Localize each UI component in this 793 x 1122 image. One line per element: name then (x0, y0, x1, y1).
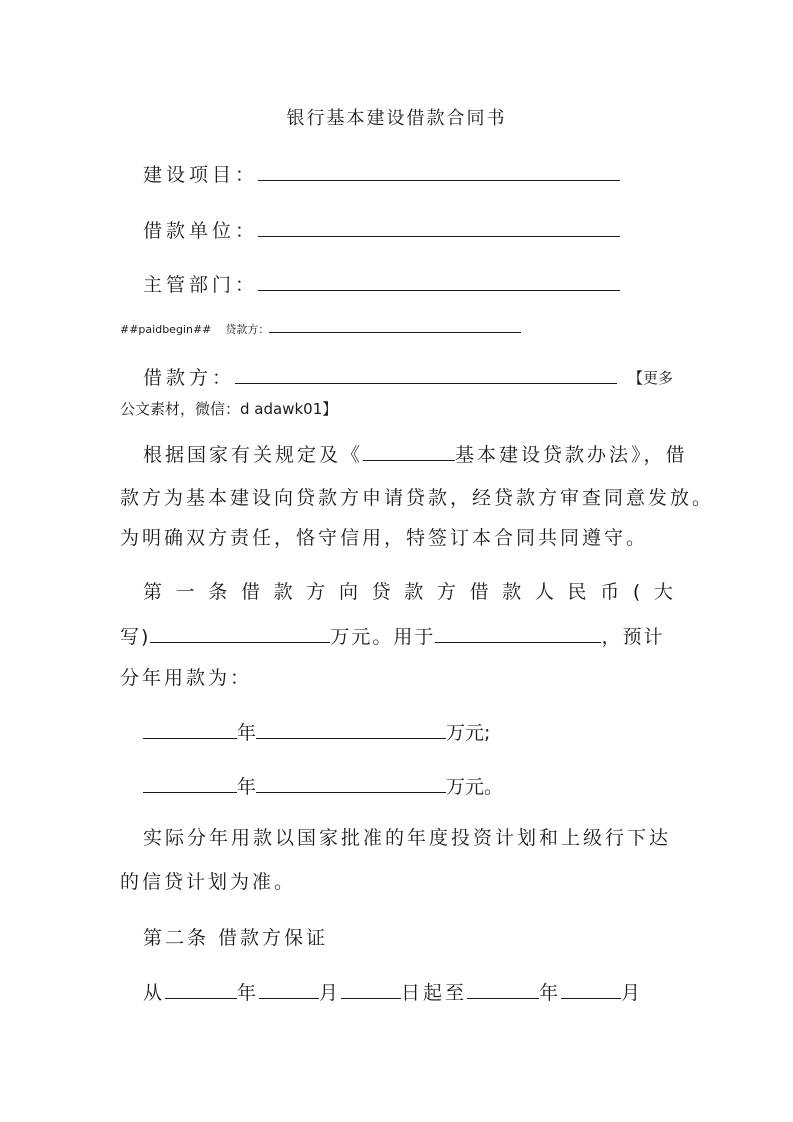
article1-char: 条 (208, 581, 228, 603)
borrower-unit-blank[interactable] (258, 218, 620, 237)
schedule-amount-blank[interactable] (256, 774, 446, 793)
dept-blank[interactable] (258, 272, 620, 291)
paid-marker: ##paidbegin## (120, 323, 212, 336)
schedule-amount-blank[interactable] (256, 720, 446, 739)
article1-char: 借 (469, 581, 489, 603)
document-title: 银行基本建设借款合同书 (286, 108, 507, 129)
day-to-label: 日起至 (401, 982, 468, 1004)
actual-usage-line2: 的信贷计划为准。 (120, 871, 297, 893)
borrower-unit-label: 借款单位： (143, 220, 259, 242)
schedule-year-blank[interactable] (143, 720, 237, 739)
para1-a: 根据国家有关规定及《 (143, 444, 364, 466)
dept-field (143, 272, 620, 297)
para1-line2: 款方为基本建设向贷款方申请贷款，经贷款方审查同意发放。 (120, 487, 715, 509)
para1-line1 (143, 442, 688, 467)
para1-blank[interactable] (363, 442, 455, 461)
article1-char: 币 (600, 581, 620, 603)
amount-label: 万元; (446, 722, 491, 744)
start-month-blank[interactable] (259, 980, 319, 999)
month-label: 月 (319, 982, 342, 1004)
end-month-blank[interactable] (561, 980, 621, 999)
project-field (143, 162, 620, 187)
borrower-label: 借款方： (143, 367, 236, 389)
article1-char: 借 (240, 581, 260, 603)
promo-text-b: 公文素材，微信：d adawk01】 (120, 400, 338, 418)
article1-plan: ，预计 (601, 626, 665, 648)
article1-line3: 分年用款为： (120, 667, 253, 689)
schedule-year-blank[interactable] (143, 774, 237, 793)
year-label: 年 (237, 776, 257, 798)
article2-heading: 第二条 借款方保证 (143, 927, 329, 949)
lender-field (120, 321, 521, 337)
schedule-row (143, 774, 503, 799)
year-label: 年 (237, 722, 257, 744)
project-blank[interactable] (258, 162, 620, 181)
month-label: 月 (621, 982, 644, 1004)
from-label: 从 (143, 982, 166, 1004)
borrower-unit-field (143, 218, 620, 243)
borrower-blank[interactable] (235, 365, 617, 384)
start-day-blank[interactable] (341, 980, 401, 999)
article1-char: ( (632, 581, 641, 603)
article1-line2 (120, 624, 664, 649)
schedule-row (143, 720, 490, 745)
end-year-blank[interactable] (467, 980, 539, 999)
dept-label: 主管部门： (143, 274, 259, 296)
lender-label: 贷款方： (225, 323, 270, 336)
project-label: 建设项目： (143, 164, 259, 186)
article1-line1 (143, 580, 673, 604)
year-label: 年 (539, 982, 562, 1004)
lender-blank[interactable] (269, 321, 521, 333)
article1-char: 一 (175, 581, 195, 603)
para1-line3: 为明确双方责任，恪守信用，特签订本合同共同遵守。 (120, 527, 649, 549)
article1-capital: 写) (120, 626, 151, 648)
article1-char: 人 (534, 581, 554, 603)
article1-usage-label: 万元。用于 (330, 626, 436, 648)
article1-char: 款 (273, 581, 293, 603)
article1-char: 向 (338, 581, 358, 603)
usage-blank[interactable] (435, 624, 601, 643)
article1-char: 款 (404, 581, 424, 603)
article1-char: 第 (143, 581, 163, 603)
promo-text-a: 【更多 (628, 369, 674, 387)
borrower-field (143, 365, 617, 390)
actual-usage-line1: 实际分年用款以国家批准的年度投资计划和上级行下达 (143, 827, 672, 849)
article1-char: 款 (502, 581, 522, 603)
article1-char: 民 (567, 581, 587, 603)
year-label: 年 (237, 982, 260, 1004)
article1-char: 大 (653, 581, 673, 603)
article2-date-range (143, 980, 643, 1005)
article1-char: 方 (436, 581, 456, 603)
article1-char: 贷 (371, 581, 391, 603)
article1-char: 方 (306, 581, 326, 603)
amount-capital-blank[interactable] (150, 624, 330, 643)
para1-b: 基本建设贷款办法》，借 (455, 444, 688, 466)
amount-label: 万元。 (446, 776, 504, 798)
start-year-blank[interactable] (165, 980, 237, 999)
